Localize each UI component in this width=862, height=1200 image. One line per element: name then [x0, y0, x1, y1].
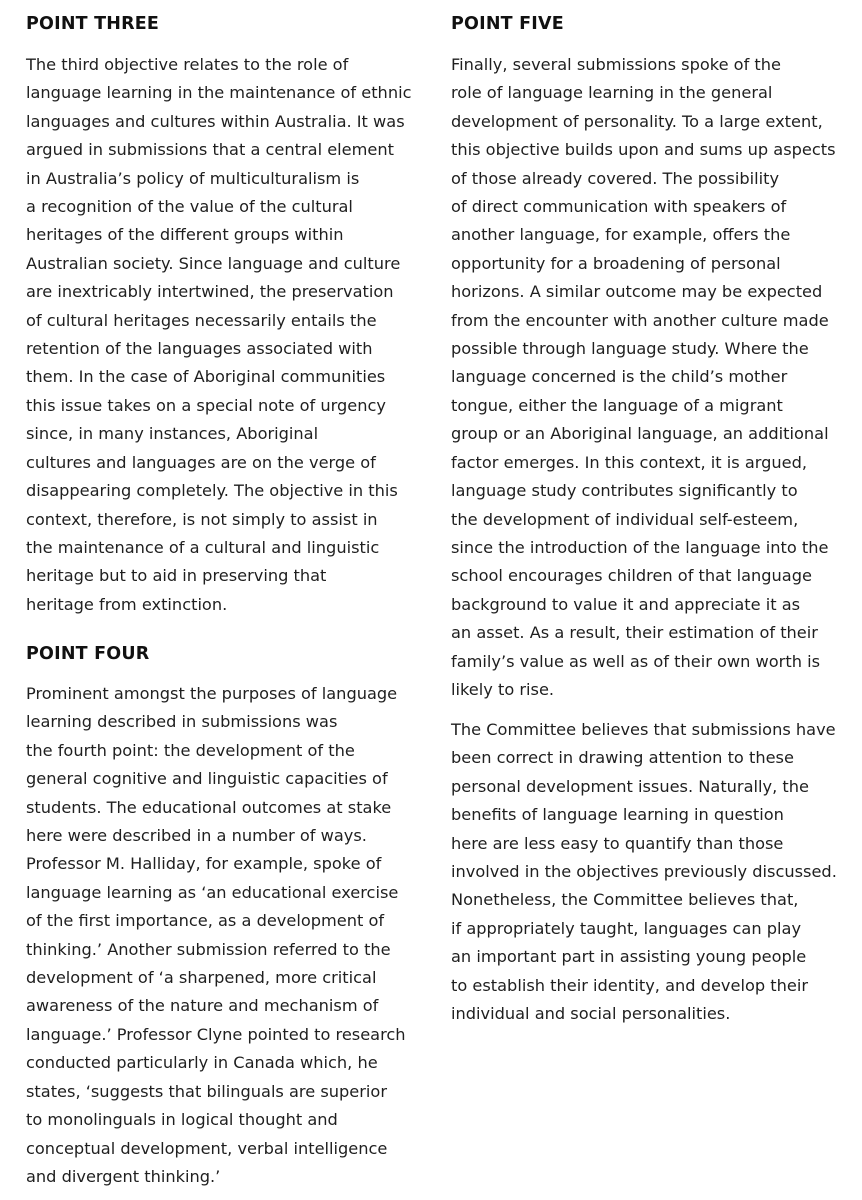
text-line: an important part in assisting young people	[451, 947, 807, 967]
text-line: Finally, several submissions spoke of the	[451, 55, 781, 74]
text-line: background to value it and appreciate it as	[451, 594, 801, 614]
text-line: tongue, either the language of a migrant	[451, 395, 783, 415]
text-line: The third objective relates to the role of	[26, 55, 349, 74]
text-line: context, therefore, is not simply to assist in	[26, 509, 378, 529]
text-line: heritage but to aid in preserving that	[26, 566, 327, 586]
text-line: development of ‘a sharpened, more critical	[26, 968, 377, 988]
text-line: languages and cultures within Australia. It was	[26, 111, 405, 131]
text-line: language learning in the maintenance of ethnic	[26, 83, 412, 103]
text-line: school encourages children of that language	[451, 566, 812, 586]
text-line: Nonetheless, the Committee believes that,	[451, 890, 799, 910]
text-line: if appropriately taught, languages can play	[451, 918, 802, 938]
text-line: to monolinguals in logical thought and	[26, 1110, 338, 1130]
point-five-paragraph-2	[451, 716, 837, 1028]
text-line: cultures and languages are on the verge of	[26, 452, 376, 472]
text-line: since the introduction of the language into the	[451, 537, 829, 557]
text-line: individual and social personalities.	[451, 1004, 731, 1024]
point-five-paragraph-1	[451, 51, 836, 704]
text-line: language.’ Professor Clyne pointed to research	[26, 1024, 406, 1044]
text-line: thinking.’ Another submission referred to the	[26, 939, 391, 959]
text-line: here are less easy to quantify than those	[451, 833, 784, 853]
text-line: factor emerges. In this context, it is argued,	[451, 452, 808, 472]
text-line: conceptual development, verbal intelligence	[26, 1138, 388, 1158]
text-line: personal development issues. Naturally, the	[451, 776, 809, 796]
text-line: and divergent thinking.’	[26, 1166, 221, 1186]
text-line: another language, for example, offers the	[451, 225, 791, 245]
text-line: of the first importance, as a development of	[26, 911, 385, 931]
point-five-heading: POINT FIVE	[451, 14, 564, 34]
text-line: of cultural heritages necessarily entails the	[26, 310, 377, 330]
text-line: of direct communication with speakers of	[451, 197, 787, 217]
text-line: likely to rise.	[451, 679, 555, 699]
point-three-paragraph	[26, 51, 411, 619]
text-line: this issue takes on a special note of urgency	[26, 395, 386, 415]
text-line: general cognitive and linguistic capacities of	[26, 769, 388, 789]
text-line: conducted particularly in Canada which, he	[26, 1053, 378, 1073]
text-line: role of language learning in the general	[451, 83, 773, 103]
text-line: the maintenance of a cultural and linguistic	[26, 537, 380, 557]
text-line: language learning as ‘an educational exercise	[26, 882, 399, 902]
text-line: since, in many instances, Aboriginal	[26, 424, 319, 444]
text-line: argued in submissions that a central element	[26, 140, 394, 160]
text-line: this objective builds upon and sums up aspects	[451, 140, 836, 160]
text-line: of those already covered. The possibility	[451, 168, 780, 188]
text-line: retention of the languages associated with	[26, 339, 373, 359]
text-line: development of personality. To a large extent,	[451, 111, 823, 131]
text-line: heritage from extinction.	[26, 594, 228, 614]
text-line: are inextricably intertwined, the preservation	[26, 282, 394, 302]
text-line: family’s value as well as of their own worth is	[451, 651, 821, 671]
text-line: The Committee believes that submissions have	[451, 720, 836, 739]
text-line: the development of individual self-esteem,	[451, 509, 799, 529]
text-line: group or an Aboriginal language, an additional	[451, 424, 829, 444]
text-line: to establish their identity, and develop their	[451, 975, 808, 995]
point-three-heading: POINT THREE	[26, 14, 160, 34]
text-line: horizons. A similar outcome may be expected	[451, 282, 823, 302]
text-line: possible through language study. Where the	[451, 339, 809, 359]
text-line: involved in the objectives previously discussed.	[451, 862, 837, 882]
text-line: from the encounter with another culture made	[451, 310, 829, 330]
text-line: the fourth point: the development of the	[26, 740, 355, 760]
text-line: a recognition of the value of the cultural	[26, 197, 353, 217]
text-line: heritages of the different groups within	[26, 225, 344, 245]
text-line: opportunity for a broadening of personal	[451, 253, 781, 273]
text-line: been correct in drawing attention to these	[451, 748, 794, 768]
text-line: benefits of language learning in question	[451, 805, 784, 825]
text-line: Prominent amongst the purposes of language	[26, 684, 398, 703]
text-line: language concerned is the child’s mother	[451, 367, 788, 387]
point-four-paragraph	[26, 680, 406, 1191]
text-line: awareness of the nature and mechanism of	[26, 996, 379, 1016]
point-four-heading: POINT FOUR	[26, 644, 150, 664]
text-line: Australian society. Since language and culture	[26, 253, 401, 273]
text-line: an asset. As a result, their estimation of their	[451, 623, 818, 643]
text-line: Professor M. Halliday, for example, spoke of	[26, 854, 382, 874]
text-line: states, ‘suggests that bilinguals are superior	[26, 1081, 387, 1101]
text-line: in Australia’s policy of multiculturalism is	[26, 168, 360, 188]
text-line: language study contributes significantly to	[451, 481, 798, 501]
text-line: disappearing completely. The objective in this	[26, 481, 398, 501]
text-line: learning described in submissions was	[26, 712, 338, 732]
text-line: here were described in a number of ways.	[26, 826, 367, 846]
text-line: them. In the case of Aboriginal communities	[26, 367, 386, 387]
text-line: students. The educational outcomes at stake	[26, 797, 392, 817]
